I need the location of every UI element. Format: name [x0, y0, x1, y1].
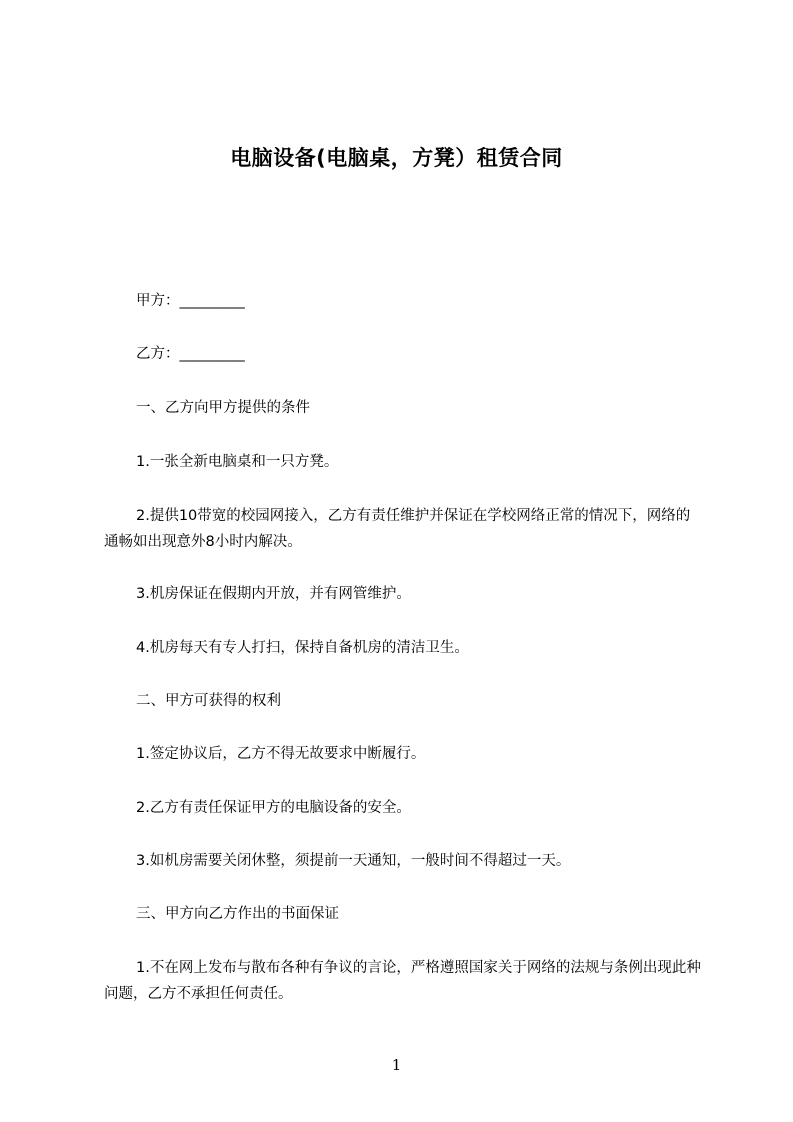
section-2-heading: 二、甲方可获得的权利 [136, 693, 281, 709]
section-1-item-4: 4.机房每天有专人打扫，保持自备机房的清洁卫生。 [136, 640, 469, 656]
section-2-item-1: 1.签定协议后，乙方不得无故要求中断履行。 [136, 746, 426, 762]
section-1-item-1: 1.一张全新电脑桌和一只方凳。 [136, 454, 339, 470]
section-3-heading: 三、甲方向乙方作出的书面保证 [136, 906, 339, 922]
document-title: 电脑设备(电脑桌，方凳）租赁合同 [230, 146, 563, 170]
party-b-line: 乙方：_________ [136, 346, 245, 362]
party-a-line: 甲方：_________ [136, 293, 245, 309]
section-1-heading: 一、乙方向甲方提供的条件 [136, 400, 310, 416]
section-2-item-3: 3.如机房需要关闭休整，须提前一天通知，一般时间不得超过一天。 [136, 853, 571, 869]
section-1-item-3: 3.机房保证在假期内开放，并有网管维护。 [136, 586, 411, 602]
section-3-item-1: 1.不在网上发布与散布各种有争议的言论，严格遵照国家关于网络的法规与条例出现此种问题，乙方不承担任何责任。 [104, 960, 701, 1002]
section-1-item-2: 2.提供10带宽的校园网接入，乙方有责任维护并保证在学校网络正常的情况下，网络的通畅如出现意外8小时内解决。 [104, 508, 691, 550]
section-2-item-2: 2.乙方有责任保证甲方的电脑设备的安全。 [136, 800, 411, 816]
page-number: 1 [391, 1056, 402, 1074]
